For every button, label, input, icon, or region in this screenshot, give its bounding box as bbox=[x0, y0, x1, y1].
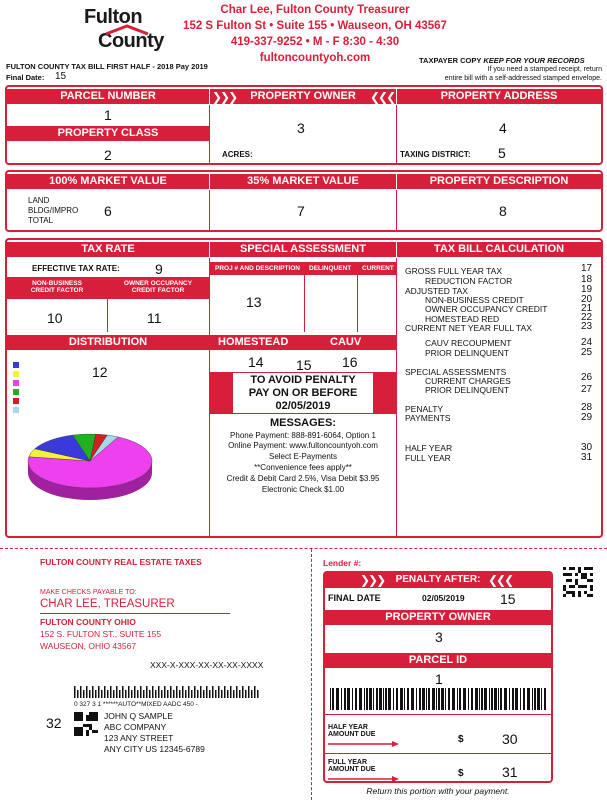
nonbiz-credit-value: 10 bbox=[47, 310, 63, 326]
section3-divider-a bbox=[209, 258, 210, 536]
calc-prior-delq2: PRIOR DELINQUENT bbox=[425, 385, 510, 395]
postal-bar bbox=[149, 690, 151, 698]
calc-prior-delq: PRIOR DELINQUENT bbox=[425, 348, 510, 358]
postal-bar bbox=[254, 686, 256, 698]
postal-bar bbox=[74, 686, 76, 698]
treasurer-name: Char Lee, Fulton County Treasurer bbox=[220, 4, 410, 16]
calc-value-19: 19 bbox=[581, 284, 593, 295]
calc-value-31: 31 bbox=[581, 452, 593, 463]
account-mask: XXX-X-XXX-XX-XX-XX-XXXX bbox=[150, 660, 264, 670]
half-amount-dollar: $ bbox=[458, 734, 464, 745]
postal-bar bbox=[104, 686, 106, 698]
barcode-bar bbox=[445, 688, 446, 710]
barcode-bar bbox=[532, 688, 533, 710]
barcode-bar bbox=[523, 688, 525, 710]
final-date-label: Final Date: bbox=[6, 73, 45, 82]
postal-bar bbox=[155, 690, 157, 698]
stub-final-date-value: 02/05/2019 bbox=[422, 593, 465, 603]
postal-bar bbox=[164, 686, 166, 698]
stamped-note-1: If you need a stamped receipt, return bbox=[487, 66, 602, 73]
barcode-bar bbox=[400, 688, 403, 710]
message-echeck: Electronic Check $1.00 bbox=[261, 485, 345, 494]
penalty-chevron-left bbox=[211, 373, 233, 413]
postal-bar bbox=[134, 686, 136, 698]
message-card: Credit & Debit Card 2.5%, Visa Debit $3.95 bbox=[226, 474, 380, 483]
calc-value-26: 26 bbox=[581, 372, 593, 383]
full-amount-arrow-icon bbox=[328, 776, 400, 782]
half-amount-label: HALF YEAR AMOUNT DUE bbox=[328, 724, 376, 738]
calc-gross: GROSS FULL YEAR TAX bbox=[405, 266, 502, 276]
land-label: LAND bbox=[28, 196, 50, 205]
barcode-bar bbox=[428, 688, 430, 710]
stub-parcel-id-header: PARCEL ID bbox=[325, 653, 551, 668]
calc-value-18: 18 bbox=[581, 274, 593, 285]
postal-bar bbox=[176, 686, 178, 698]
homestead-header: HOMESTEAD bbox=[218, 336, 289, 348]
postal-bar bbox=[119, 690, 121, 698]
barcode-bar bbox=[459, 688, 461, 710]
taxing-district-label: TAXING DISTRICT: bbox=[400, 150, 471, 159]
barcode-bar bbox=[404, 688, 405, 710]
barcode-bar bbox=[500, 688, 502, 710]
effective-rate-value: 9 bbox=[155, 261, 163, 277]
barcode-bar bbox=[479, 688, 480, 710]
barcode-bar bbox=[494, 688, 497, 710]
postal-bar bbox=[170, 686, 172, 698]
postal-bar bbox=[152, 686, 154, 698]
postal-bar bbox=[137, 690, 139, 698]
county-address-2: WAUSEON, OHIO 43567 bbox=[40, 641, 137, 651]
calc-value-22: 22 bbox=[581, 312, 593, 323]
barcode-bar bbox=[537, 688, 540, 710]
corner-qr-code-icon bbox=[563, 567, 593, 597]
final-date-number: 15 bbox=[55, 71, 67, 82]
postal-bar bbox=[191, 690, 193, 698]
postal-bar bbox=[227, 690, 229, 698]
penalty-notice-line1: TO AVOID PENALTY bbox=[250, 374, 356, 386]
special-assessment-header: SPECIAL ASSESSMENT bbox=[210, 242, 396, 257]
barcode-bar bbox=[436, 688, 437, 710]
logo-text-fulton: Fulton bbox=[84, 6, 143, 28]
postal-bar bbox=[89, 690, 91, 698]
payee-name: CHAR LEE, TREASURER bbox=[40, 598, 175, 610]
mailing-name: JOHN Q SAMPLE bbox=[104, 711, 173, 721]
section2-divider-a bbox=[209, 190, 210, 230]
barcode-bar bbox=[426, 688, 427, 710]
barcode-bar bbox=[376, 688, 378, 710]
tax-bill-calculation-header: TAX BILL CALCULATION bbox=[397, 242, 601, 257]
postal-bar bbox=[179, 690, 181, 698]
postal-bar bbox=[200, 686, 202, 698]
taxpayer-copy: TAXPAYER COPY bbox=[419, 56, 482, 65]
property-class-header: PROPERTY CLASS bbox=[7, 126, 209, 141]
calc-value-23: 23 bbox=[581, 321, 593, 332]
calc-value-21: 21 bbox=[581, 303, 593, 314]
stub-parcel-id-value: 1 bbox=[435, 671, 443, 687]
postal-bar bbox=[131, 690, 133, 698]
homestead-value: 14 bbox=[248, 354, 264, 370]
stub-line-b bbox=[325, 753, 551, 754]
barcode-bar bbox=[527, 688, 530, 710]
property-owner-value: 3 bbox=[297, 120, 305, 136]
barcode-bar bbox=[484, 688, 487, 710]
calc-current-charges: CURRENT CHARGES bbox=[425, 376, 511, 386]
penalty-after-chevron-icon: ❯❯❯ bbox=[360, 573, 385, 587]
county-name: FULTON COUNTY OHIO bbox=[40, 617, 136, 627]
postal-bar bbox=[236, 686, 238, 698]
postal-bar bbox=[221, 690, 223, 698]
credit-factor-divider bbox=[107, 277, 108, 332]
stub-line-a bbox=[325, 714, 551, 715]
messages-title: MESSAGES: bbox=[269, 417, 336, 429]
postal-barcode bbox=[74, 686, 264, 698]
acres-label: ACRES: bbox=[222, 150, 253, 159]
postal-bar bbox=[233, 690, 235, 698]
county-logo bbox=[84, 6, 174, 58]
stub-property-owner-header: PROPERTY OWNER bbox=[325, 610, 551, 625]
barcode-bar bbox=[341, 688, 342, 710]
postal-bar bbox=[167, 690, 169, 698]
barcode-bar bbox=[407, 688, 409, 710]
barcode-bar bbox=[416, 688, 417, 710]
barcode-bar bbox=[355, 688, 357, 710]
pie-legend-swatch bbox=[13, 389, 19, 395]
barcode-bar bbox=[541, 688, 542, 710]
half-amount-value: 30 bbox=[502, 731, 518, 747]
postal-bar bbox=[185, 690, 187, 698]
property-description-value: 8 bbox=[499, 203, 507, 219]
property-address-header: PROPERTY ADDRESS bbox=[397, 89, 601, 104]
postal-bar bbox=[101, 690, 103, 698]
postal-bar bbox=[146, 686, 148, 698]
pie-legend-swatch bbox=[13, 371, 19, 377]
postal-bar bbox=[143, 690, 145, 698]
postal-bar bbox=[245, 690, 247, 698]
barcode-bar bbox=[352, 688, 353, 710]
barcode-bar bbox=[475, 688, 478, 710]
assessment-divider-a bbox=[304, 262, 305, 332]
mail-code: 0 327 3 1 ******AUTO**MIXED AADC 450 - bbox=[74, 701, 198, 708]
market-35-value: 7 bbox=[297, 203, 305, 219]
owner-occ-credit-header: OWNER OCCUPANCY CREDIT FACTOR bbox=[123, 280, 193, 294]
full-amount-value: 31 bbox=[502, 764, 518, 780]
parcel-number-header: PARCEL NUMBER bbox=[7, 89, 209, 104]
postal-bar bbox=[158, 686, 160, 698]
tax-rate-header: TAX RATE bbox=[7, 242, 209, 257]
postal-bar bbox=[224, 686, 226, 698]
penalty-after-chevron-left-icon: ❮❮❮ bbox=[488, 573, 513, 587]
section2-divider-b bbox=[396, 190, 397, 230]
cauv-value: 16 bbox=[342, 354, 358, 370]
treasurer-phone: 419-337-9252 • M - F 8:30 - 4:30 bbox=[230, 36, 400, 48]
property-description-header: PROPERTY DESCRIPTION bbox=[397, 174, 601, 189]
postal-bar bbox=[128, 686, 130, 698]
barcode-bar bbox=[504, 688, 507, 710]
barcode-bar bbox=[471, 688, 473, 710]
postal-bar bbox=[251, 690, 253, 698]
postal-bar bbox=[257, 690, 259, 698]
message-epayments: Select E-Payments bbox=[268, 452, 338, 461]
postal-bar bbox=[113, 690, 115, 698]
mailing-company: ABC COMPANY bbox=[104, 722, 167, 732]
treasurer-website: fultoncountyoh.com bbox=[259, 52, 371, 64]
logo-roof-icon bbox=[104, 24, 150, 36]
market-35-header: 35% MARKET VALUE bbox=[210, 174, 396, 189]
postal-bar bbox=[188, 686, 190, 698]
address-label-number: 32 bbox=[46, 715, 62, 731]
postal-bar bbox=[194, 686, 196, 698]
tear-line bbox=[0, 548, 607, 549]
postal-bar bbox=[182, 686, 184, 698]
postal-bar bbox=[140, 686, 142, 698]
distribution-value: 12 bbox=[92, 364, 108, 380]
postal-bar bbox=[215, 690, 217, 698]
barcode-bar bbox=[457, 688, 458, 710]
barcode-bar bbox=[385, 688, 387, 710]
postal-bar bbox=[95, 690, 97, 698]
chevron-left-icon: ❮❮❮ bbox=[370, 90, 395, 104]
barcode-bar bbox=[383, 688, 384, 710]
barcode-bar bbox=[344, 688, 346, 710]
postal-bar bbox=[203, 690, 205, 698]
stub-property-owner-value: 3 bbox=[435, 629, 443, 645]
taxing-district-value: 5 bbox=[498, 145, 506, 161]
barcode-bar bbox=[336, 688, 339, 710]
postal-bar bbox=[107, 690, 109, 698]
qr-code-icon bbox=[74, 712, 98, 736]
barcode-bar bbox=[489, 688, 490, 710]
calc-special: SPECIAL ASSESSMENTS bbox=[405, 367, 507, 377]
barcode-bar bbox=[388, 688, 391, 710]
postal-bar bbox=[122, 686, 124, 698]
barcode-bar bbox=[347, 688, 350, 710]
penalty-notice-date: 02/05/2019 bbox=[275, 400, 331, 412]
barcode-bar bbox=[544, 688, 546, 710]
postal-bar bbox=[110, 686, 112, 698]
postal-bar bbox=[197, 690, 199, 698]
pie-legend-swatch bbox=[13, 407, 19, 413]
calc-full-year: FULL YEAR bbox=[405, 453, 451, 463]
barcode-bar bbox=[498, 688, 499, 710]
penalty-notice-line2: PAY ON OR BEFORE bbox=[248, 387, 358, 399]
postal-bar bbox=[212, 686, 214, 698]
barcode-bar bbox=[422, 688, 425, 710]
mailing-street: 123 ANY STREET bbox=[104, 733, 174, 743]
calc-value-25: 25 bbox=[581, 347, 593, 358]
barcode-bar bbox=[364, 688, 365, 710]
market-100-header: 100% MARKET VALUE bbox=[7, 174, 209, 189]
calc-half-year: HALF YEAR bbox=[405, 443, 453, 453]
calc-value-20: 20 bbox=[581, 294, 593, 305]
assessment-divider-b bbox=[357, 262, 358, 332]
property-address-value: 4 bbox=[499, 120, 507, 136]
bldg-label: BLDG/IMPRO bbox=[28, 206, 79, 215]
nonbiz-credit-header: NON-BUSINESS CREDIT FACTOR bbox=[30, 280, 84, 294]
calc-value-27: 27 bbox=[581, 384, 593, 395]
mailing-city: ANY CITY US 12345-6789 bbox=[104, 744, 205, 754]
pie-legend bbox=[13, 362, 21, 418]
calc-penalty: PENALTY bbox=[405, 404, 444, 414]
county-address-1: 152 S. FULTON ST., SUITE 155 bbox=[40, 629, 162, 639]
section1-divider-a bbox=[209, 105, 210, 163]
postal-bar bbox=[161, 690, 163, 698]
full-amount-label: FULL YEAR AMOUNT DUE bbox=[328, 759, 376, 773]
parcel-number-value: 1 bbox=[104, 107, 112, 123]
barcode-bar bbox=[359, 688, 362, 710]
barcode-bar bbox=[373, 688, 374, 710]
penalty-after-label: PENALTY AFTER: bbox=[395, 574, 481, 585]
property-class-value: 2 bbox=[104, 147, 112, 163]
half-amount-arrow-icon bbox=[328, 741, 400, 747]
current-header: CURRENT bbox=[362, 265, 394, 272]
postal-bar bbox=[77, 690, 79, 698]
stub-divider bbox=[311, 549, 312, 800]
message-online: Online Payment: www.fultoncountyoh.com bbox=[228, 441, 378, 450]
keep-records: KEEP FOR YOUR RECORDS bbox=[483, 56, 585, 65]
barcode-bar bbox=[448, 688, 450, 710]
barcode-bar bbox=[534, 688, 536, 710]
stub-title: FULTON COUNTY REAL ESTATE TAXES bbox=[40, 557, 202, 567]
postal-bar bbox=[83, 690, 85, 698]
stub-final-date-number: 15 bbox=[500, 591, 516, 607]
proj-description-header: PROJ # AND DESCRIPTION bbox=[215, 265, 300, 272]
barcode-bar bbox=[330, 688, 331, 710]
logo-text-county: County bbox=[98, 30, 164, 52]
postal-bar bbox=[80, 686, 82, 698]
stub-final-date-label: FINAL DATE bbox=[328, 593, 381, 603]
barcode-bar bbox=[463, 688, 466, 710]
return-note: Return this portion with your payment. bbox=[366, 786, 510, 796]
treasurer-address: 152 S Fulton St • Suite 155 • Wauseon, OH 43567 bbox=[183, 20, 447, 32]
penalty-chevron-right bbox=[373, 373, 395, 413]
property-owner-header: PROPERTY OWNER bbox=[210, 89, 396, 104]
barcode-bar bbox=[411, 688, 414, 710]
pie-legend-swatch bbox=[13, 362, 19, 368]
calc-adjusted: ADJUSTED TAX bbox=[405, 286, 468, 296]
pie-legend-swatch bbox=[13, 380, 19, 386]
barcode-bar bbox=[512, 688, 514, 710]
taxpayer-copy-note bbox=[419, 56, 585, 65]
barcode-bar bbox=[491, 688, 493, 710]
calc-value-29: 29 bbox=[581, 412, 593, 423]
message-phone: Phone Payment: 888-891-6064, Option 1 bbox=[230, 431, 376, 440]
stamped-note-2: entire bill with a self-addressed stamped envelope. bbox=[444, 75, 602, 82]
calc-homestead: HOMESTEAD RED bbox=[425, 314, 500, 324]
postal-bar bbox=[125, 690, 127, 698]
market-100-value: 6 bbox=[104, 203, 112, 219]
homestead-cauv-middle-value: 15 bbox=[296, 357, 312, 373]
barcode-bar bbox=[393, 688, 394, 710]
postal-bar bbox=[86, 686, 88, 698]
barcode-bar bbox=[379, 688, 382, 710]
effective-rate-label: EFFECTIVE TAX RATE: bbox=[32, 264, 120, 273]
barcode-bar bbox=[481, 688, 483, 710]
payee-underline bbox=[40, 613, 230, 614]
barcode-bar bbox=[366, 688, 368, 710]
full-amount-dollar: $ bbox=[458, 768, 464, 779]
barcode-bar bbox=[438, 688, 440, 710]
postal-bar bbox=[209, 690, 211, 698]
calc-value-28: 28 bbox=[581, 402, 593, 413]
barcode-bar bbox=[332, 688, 334, 710]
special-assessment-value: 13 bbox=[246, 294, 262, 310]
postal-bar bbox=[116, 686, 118, 698]
barcode-bar bbox=[468, 688, 469, 710]
barcode-bar bbox=[441, 688, 444, 710]
calc-value-30: 30 bbox=[581, 442, 593, 453]
postal-bar bbox=[92, 686, 94, 698]
postal-bar bbox=[98, 686, 100, 698]
owner-occ-credit-value: 11 bbox=[147, 310, 162, 326]
postal-bar bbox=[248, 686, 250, 698]
pie-legend-swatch bbox=[13, 398, 19, 404]
postal-bar bbox=[218, 686, 220, 698]
barcode-bar bbox=[396, 688, 398, 710]
barcode-bar bbox=[369, 688, 372, 710]
postal-bar bbox=[230, 686, 232, 698]
calc-reduction: REDUCTION FACTOR bbox=[425, 276, 513, 286]
section3-divider-b bbox=[396, 258, 397, 536]
calc-value-24: 24 bbox=[581, 337, 593, 348]
cauv-header: CAUV bbox=[330, 336, 362, 348]
bill-title: FULTON COUNTY TAX BILL FIRST HALF - 2018 Pay 2019 bbox=[6, 62, 208, 71]
make-checks-label: MAKE CHECKS PAYABLE TO: bbox=[40, 589, 137, 596]
calc-nonbiz: NON-BUSINESS CREDIT bbox=[425, 295, 524, 305]
delinquent-header: DELINQUENT bbox=[309, 265, 352, 272]
postal-bar bbox=[206, 686, 208, 698]
calc-owneroc: OWNER OCCUPANCY CREDIT bbox=[425, 304, 548, 314]
barcode-bar bbox=[520, 688, 521, 710]
section1-divider-b bbox=[396, 105, 397, 163]
distribution-pie-chart bbox=[20, 425, 160, 510]
postal-bar bbox=[242, 686, 244, 698]
barcode-bar bbox=[452, 688, 455, 710]
chevron-right-icon: ❯❯❯ bbox=[212, 90, 237, 104]
calc-payments: PAYMENTS bbox=[405, 413, 451, 423]
barcode-bar bbox=[509, 688, 510, 710]
barcode-bar bbox=[432, 688, 435, 710]
calc-current-net: CURRENT NET YEAR FULL TAX bbox=[405, 323, 532, 333]
barcode-bar bbox=[419, 688, 421, 710]
calc-cauv: CAUV RECOUPMENT bbox=[425, 338, 512, 348]
lender-label: Lender #: bbox=[323, 558, 362, 568]
postal-bar bbox=[173, 690, 175, 698]
total-label: TOTAL bbox=[28, 216, 54, 225]
postal-bar bbox=[239, 690, 241, 698]
calc-value-17: 17 bbox=[581, 263, 593, 274]
distribution-header: DISTRIBUTION bbox=[7, 335, 209, 350]
message-fees: **Convenience fees apply** bbox=[254, 463, 352, 472]
barcode-bar bbox=[515, 688, 518, 710]
parcel-barcode bbox=[330, 688, 548, 710]
